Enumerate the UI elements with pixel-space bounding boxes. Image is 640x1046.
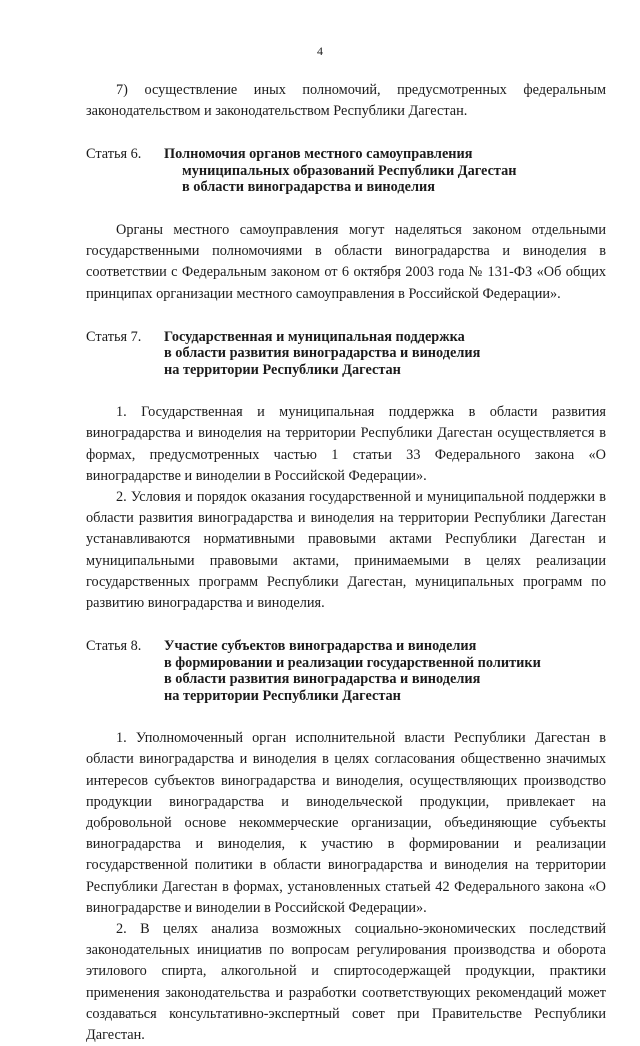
article-6-title-line: Полномочия органов местного самоуправления [164,146,473,163]
article-7-number: Статья 7. [86,328,142,345]
intro-paragraph: 7) осуществление иных полномочий, предусмотренных федеральным законодательством и законодательством Республики Дагестан. [86,82,606,120]
document-body [86,80,606,1046]
article-6-heading [86,146,606,196]
article-8-heading [86,638,606,704]
article-7-paragraph-1: 1. Государственная и муниципальная поддержка в области развития виноградарства и виноделия на территории Республики Дагестан осуществляется в формах, предусмотренных частью 1 статьи 33 Федерального закона «О виноградарстве и виноделии в Российской Федерации». [86,404,606,484]
article-8-title-line: Участие субъектов виноградарства и виноделия [164,638,477,655]
article-6-title-line: муниципальных образований Республики Дагестан [182,162,517,179]
article-8-paragraph-1: 1. Уполномоченный орган исполнительной власти Республики Дагестан в области виноградарства и виноделия в целях согласования общественно значимых интересов субъектов виноградарства и виноделия, осуществляющих производство продукции виноградарства и винодельческой продукции, привлекает на добровольной основе некоммерческие организации, объединяющие субъекты виноградарства и виноделия, к участию в формировании и реализации государственной политики в области виноградарства и виноделия на территории Республики Дагестан в формах, установленных статьей 42 Федерального закона «О виноградарстве и виноделии в Российской Федерации». [86,730,606,916]
article-8-paragraph-2: 2. В целях анализа возможных социально-экономических последствий законодательных инициатив по вопросам регулирования производства и оборота этилового спирта, алкогольной и спиртосодержащей продукции, практики применения законодательства и разработки соответствующих рекомендаций может создаваться консультативно-экспертный совет при Правительстве Республики Дагестан. [86,921,606,1044]
article-8-title-line: на территории Республики Дагестан [164,687,401,704]
article-6-title-line: в области виноградарства и виноделия [182,179,435,196]
article-7-title-line: на территории Республики Дагестан [164,361,401,378]
article-7-paragraph-2: 2. Условия и порядок оказания государственной и муниципальной поддержки в области развития виноградарства и виноделия на территории Республики Дагестан устанавливаются нормативными правовыми актами Республики Дагестан и муниципальными правовыми актами, принимаемыми в целях реализации государственных программ Республики Дагестан, муниципальных программ по развитию виноградарства и виноделия. [86,489,606,612]
article-6-paragraph: Органы местного самоуправления могут наделяться законом отдельными государственными полномочиями в области виноградарства и виноделия в соответствии с Федеральным законом от 6 октября 2003 года № 131-ФЗ «Об общих принципах организации местного самоуправления в Российской Федерации». [86,221,606,302]
article-8-title-line: в области развития виноградарства и виноделия [164,671,481,688]
article-7-title-line: в области развития виноградарства и виноделия [164,345,481,362]
article-6-number: Статья 6. [86,146,142,163]
article-8-title-line: в формировании и реализации государственной политики [164,654,541,671]
article-7-heading [86,329,606,379]
article-8-number: Статья 8. [86,638,142,655]
article-7-title-line: Государственная и муниципальная поддержка [164,328,465,345]
page-number: 4 [317,44,323,58]
